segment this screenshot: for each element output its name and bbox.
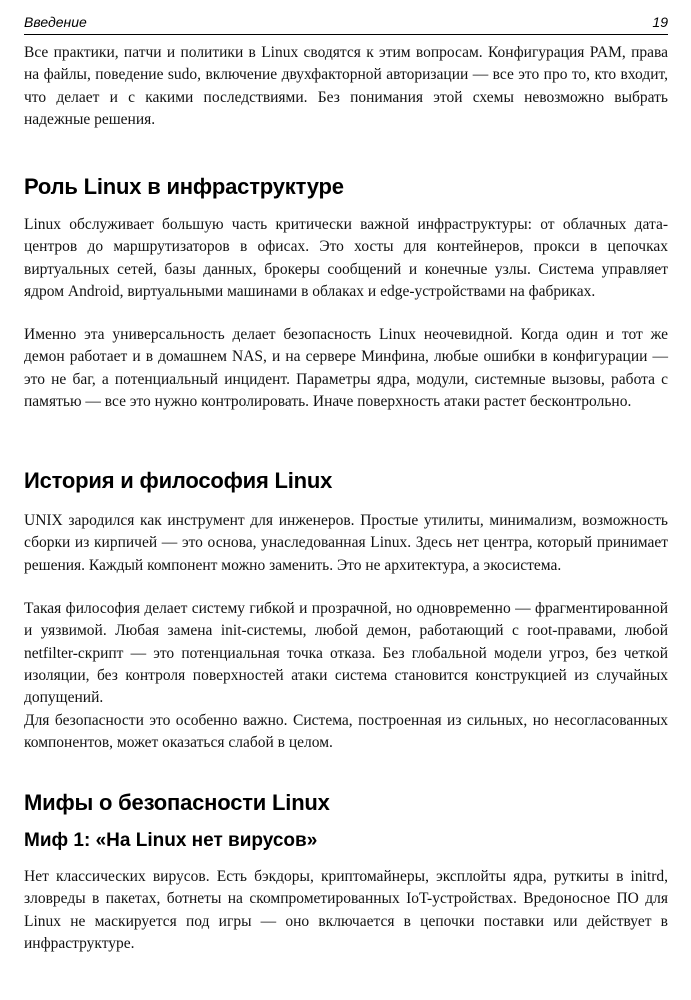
running-header [24, 12, 668, 35]
subsection-heading-myth-1: Миф 1: «На Linux нет вирусов» [24, 830, 318, 851]
section-heading-history: История и философия Linux [24, 468, 333, 493]
paragraph-history-2: Такая философия делает систему гибкой и прозрачной, но одновременно — фрагментированной и уязвимой. Любая замена init-системы, любой демон, работающий с root-правами, любой netfilter-скрипт — это потенциальная точка отказа. Без глобальной модели угроз, без четкой изоляции, без контроля поверхностей атаки система становится конструкцией из случайных допущений. [24, 600, 668, 707]
paragraph-linux-role-1: Linux обслуживает большую часть критически важной инфраструктуры: от облачных дата-центров до маршрутизаторов в офисах. Это хосты для контейнеров, прокси в цепочках виртуальных сетей, базы данных, брокеры сообщений и конечные узлы. Система управляет ядром Android, виртуальными машинами в облаках и edge-устройствами на фабриках. [24, 216, 668, 300]
paragraph-history-3: Для безопасности это особенно важно. Система, построенная из сильных, но несогласованных компонентов, может оказаться слабой в целом. [24, 712, 668, 752]
paragraph-history-1: UNIX зародился как инструмент для инженеров. Простые утилиты, минимализм, возможность сборки из кирпичей — это основа, унаследованная Linux. Здесь нет центра, который принимает решения. Каждый компонент можно заменить. Это не архитектура, а экосистема. [24, 512, 668, 574]
paragraph-linux-role-2: Именно эта универсальность делает безопасность Linux неочевидной. Когда один и тот же демон работает и в домашнем NAS, и на сервере Минфина, любые ошибки в конфигурации — это не баг, а потенциальный инцидент. Параметры ядра, модули, системные вызовы, работа с памятью — все это нужно контролировать. Иначе поверхность атаки растет бесконтрольно. [24, 326, 668, 410]
chapter-title: Введение [24, 14, 87, 30]
paragraph-myth-1: Нет классических вирусов. Есть бэкдоры, криптомайнеры, эксплойты ядра, руткиты в initrd, зловреды в пакетах, ботнеты на скомпрометированных IoT-устройствах. Вредоносное ПО для Linux не маскируется под игры — оно включается в цепочки поставки или действует в инфраструктуре. [24, 868, 668, 952]
page-number: 19 [652, 14, 668, 30]
section-heading-linux-role: Роль Linux в инфраструктуре [24, 174, 344, 199]
section-heading-myths: Мифы о безопасности Linux [24, 790, 330, 815]
intro-paragraph: Все практики, патчи и политики в Linux сводятся к этим вопросам. Конфигурация PAM, права на файлы, поведение sudo, включение двухфакторной авторизации — все это про то, кто входит, что делает и с какими последствиями. Без понимания этой схемы невозможно выбрать надежные решения. [24, 44, 668, 128]
